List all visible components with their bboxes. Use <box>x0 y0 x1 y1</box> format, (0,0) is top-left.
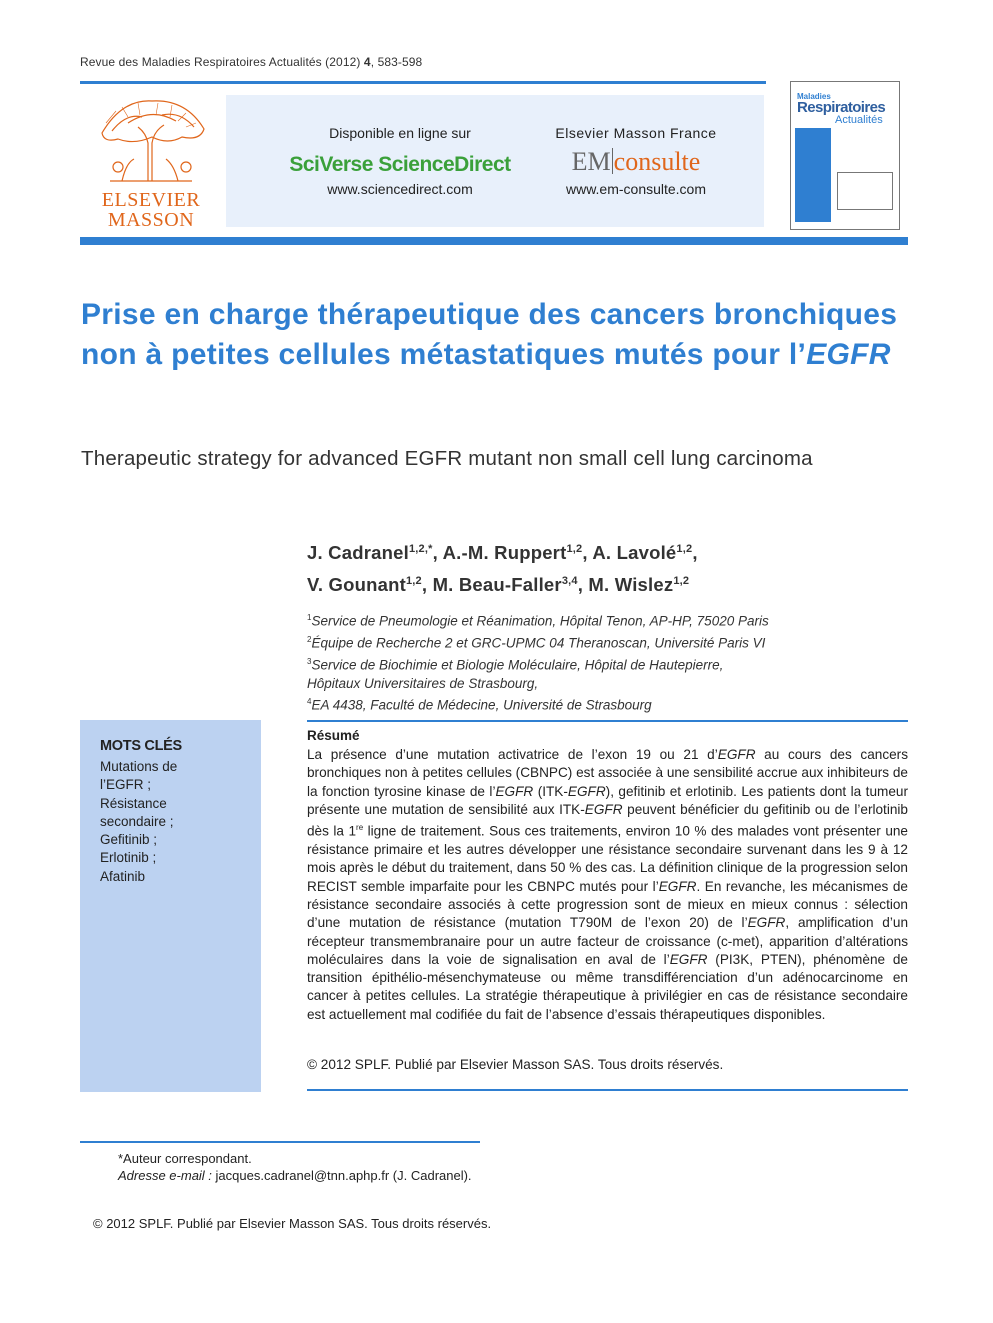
cover-title-actualites: Actualités <box>835 114 883 126</box>
elsevier-tree-icon <box>82 93 220 185</box>
author-affiliation-ref: 3,4 <box>561 575 578 588</box>
author-separator: , <box>432 542 443 564</box>
author-separator: , <box>421 574 433 596</box>
author-name: M. Beau-Faller <box>432 574 562 596</box>
article-title-text: Prise en charge thérapeutique des cancers bronchiques non à petites cellules métastatiques mutés pour l’ <box>81 298 898 371</box>
keyword-line: Erlotinib ; <box>100 850 157 866</box>
affiliation-text: Équipe de Recherche 2 et GRC-UPMC 04 Theranoscan, Université Paris VI <box>311 635 766 651</box>
em-text: EM <box>571 147 611 176</box>
keyword-line: Mutations de <box>100 759 178 774</box>
affiliation-text: Service de Pneumologie et Réanimation, Hôpital Tenon, AP-HP, 75020 Paris <box>311 613 769 629</box>
footnote-rule <box>80 1141 480 1143</box>
cover-title-respiratoires: Respiratoires <box>797 99 886 116</box>
logo-elsevier-text: ELSEVIER <box>101 189 201 211</box>
abstract-segment: ligne de traitement. Sous ces traitements, environ 10 % des malades vont présenter une résistance primaire et les autres développer une résistance secondaire survenant dans les 9 à 12 mois après le début du traitement, dans 50 % des cas. La définition clinique de la progression selon RECIST semble imparfaite pour les CBNPC mutés pour l’ <box>307 823 908 894</box>
abstract-segment: EGFR <box>658 878 697 894</box>
abstract-segment: EGFR <box>495 783 534 799</box>
affiliation-number: 2 <box>307 634 312 644</box>
header-rule-bottom <box>80 237 908 245</box>
abstract-segment: . En revanche, les mécanismes de résistance secondaire associés à cette progression sont de mieux en mieux connus : sélection d’une mutation de résistance (mutation T790M de l’exon 20) de l’ <box>307 878 908 931</box>
author-list <box>307 535 907 599</box>
article-english-title: Therapeutic strategy for advanced EGFR mutant non small cell lung carcinoma <box>81 447 813 470</box>
available-online-label: Disponible en ligne sur <box>329 125 471 141</box>
logo-masson-text: MASSON <box>107 209 195 231</box>
affiliations <box>307 609 907 715</box>
abstract-segment: (PI3K, PTEN), phénomène de transition épithélio-mésenchymateuse ou même transdifférenciation d’un adénocarcinome en cancer à petites cellules. La stratégie thérapeutique à privilégier en cas de résistance secondaire est actuellement mal codifiée du fait de l’absence d’essais thérapeutiques disponibles. <box>307 951 908 1022</box>
article-title-egfr: EGFR <box>806 338 891 371</box>
journal-citation <box>80 55 422 69</box>
author-name: A.-M. Ruppert <box>442 542 567 564</box>
journal-citation-text: Revue des Maladies Respiratoires Actualités (2012) <box>80 55 361 69</box>
abstract-segment: au cours des cancers bronchiques non à petites cellules (CBNPC) est associée à une sensibilité accrue aux inhibiteurs de la fonction tyrosine kinase de l’ <box>307 747 909 799</box>
abstract-segment: ), gefitinib et erlotinib. Les patients dont la tumeur présente une mutation de sensibilité aux ITK- <box>307 783 908 817</box>
journal-pages: , 583-598 <box>370 55 423 69</box>
author-separator: , <box>577 574 589 596</box>
affiliation-number: 3 <box>307 656 312 666</box>
abstract-segment: EGFR <box>567 783 606 799</box>
email-address[interactable]: jacques.cadranel@tnn.aphp.fr (J. Cadranel). <box>215 1168 472 1183</box>
keywords-heading: MOTS CLÉS <box>100 738 182 754</box>
em-consulte-logo[interactable] <box>536 147 736 177</box>
abstract-segment: peuvent bénéficier du gefitinib ou de l’erlotinib dès la 1 <box>307 801 908 839</box>
affiliation-number: 1 <box>307 613 312 622</box>
affiliation-text: Service de Biochimie et Biologie Moléculaire, Hôpital de Hautepierre, <box>311 657 724 673</box>
author-separator: , <box>692 542 698 564</box>
cover-stripe <box>795 128 831 222</box>
affiliation-line <box>307 609 907 631</box>
abstract-segment: , amplification d’un récepteur transmembranaire pour un autre facteur de croissance (c-met), apparition d’altérations moléculaires dans la voie de signalisation en aval de l’ <box>307 915 908 967</box>
em-separator <box>612 148 613 174</box>
keyword-line: l’EGFR ; <box>100 777 152 793</box>
email-label: Adresse e-mail : <box>118 1168 212 1183</box>
consulte-text: consulte <box>613 147 701 176</box>
article-title <box>81 295 911 375</box>
affiliation-line <box>307 675 907 693</box>
abstract-heading: Résumé <box>307 728 360 743</box>
keywords-list <box>100 758 250 886</box>
author-affiliation-ref: 1,2 <box>405 575 422 588</box>
author-name: A. Lavolé <box>592 542 677 564</box>
abstract-segment: EGFR <box>584 801 623 817</box>
affiliation-text: EA 4438, Faculté de Médecine, Université de Strasbourg <box>311 697 652 713</box>
cover-title-maladies: Maladies <box>797 92 831 101</box>
keyword-line: Afatinib <box>100 868 146 884</box>
abstract-segment: EGFR <box>717 747 756 762</box>
sciencedirect-url[interactable]: www.sciencedirect.com <box>327 181 473 197</box>
abstract-rule-top <box>307 720 908 722</box>
email-note <box>118 1168 472 1183</box>
author-separator: , <box>582 542 593 564</box>
author-affiliation-ref: 1,2 <box>676 543 693 555</box>
keywords-panel <box>80 720 261 1092</box>
journal-cover-thumbnail <box>790 81 900 230</box>
abstract-body <box>307 746 908 1024</box>
corresponding-author-note: *Auteur correspondant. <box>118 1151 252 1166</box>
elsevier-masson-logo <box>82 93 220 229</box>
keyword-line: secondaire ; <box>100 813 174 829</box>
author-name: M. Wislez <box>588 574 674 596</box>
abstract-segment: (ITK- <box>533 783 568 799</box>
author-name: J. Cadranel <box>307 542 409 564</box>
affiliation-line <box>307 693 907 715</box>
sciverse-sciencedirect-logo[interactable]: SciVerse ScienceDirect <box>289 153 511 176</box>
abstract-segment: La présence d’une mutation activatrice de l’exon 19 ou 21 d’ <box>307 747 718 762</box>
author-affiliation-ref: 1,2,* <box>408 543 433 555</box>
abstract-segment: EGFR <box>747 915 786 931</box>
header-rule-top <box>80 81 766 84</box>
keyword-line: Gefitinib ; <box>100 832 158 848</box>
journal-volume: 4 <box>363 55 371 69</box>
abstract-segment: re <box>356 823 364 833</box>
affiliation-line <box>307 631 907 653</box>
availability-banner <box>226 95 764 227</box>
cover-diagram <box>837 172 893 210</box>
abstract-segment: EGFR <box>669 951 708 967</box>
author-affiliation-ref: 1,2 <box>566 543 583 555</box>
footer-copyright: © 2012 SPLF. Publié par Elsevier Masson SAS. Tous droits réservés. <box>93 1216 492 1231</box>
affiliation-line <box>307 653 907 675</box>
em-consulte-url[interactable]: www.em-consulte.com <box>565 181 707 197</box>
keyword-line: Résistance <box>100 795 167 811</box>
affiliation-number: 4 <box>307 697 312 707</box>
author-affiliation-ref: 1,2 <box>673 575 690 588</box>
abstract-rule-bottom <box>307 1089 908 1091</box>
elsevier-masson-france-label: Elsevier Masson France <box>555 125 717 141</box>
affiliation-text: Hôpitaux Universitaires de Strasbourg, <box>307 675 539 691</box>
author-name: V. Gounant <box>307 574 406 596</box>
abstract-copyright: © 2012 SPLF. Publié par Elsevier Masson SAS. Tous droits réservés. <box>307 1057 724 1072</box>
